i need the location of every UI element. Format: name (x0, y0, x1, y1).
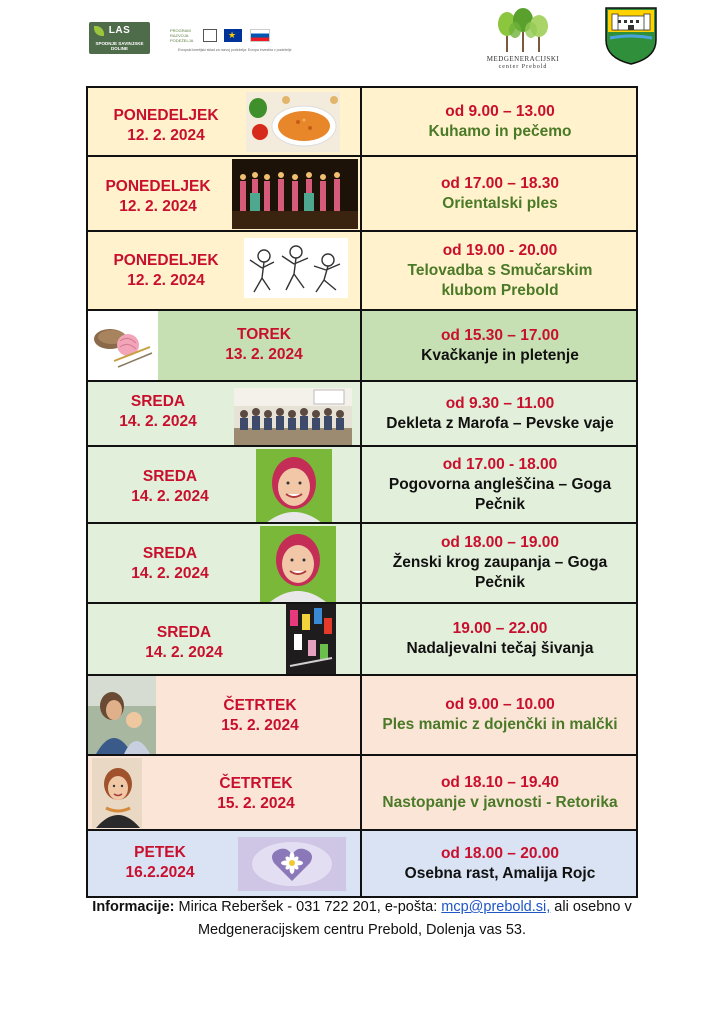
day-cell (88, 604, 362, 674)
activity-cell (364, 756, 636, 829)
slovenia-flag-icon (250, 29, 270, 42)
time-label: od 9.30 – 11.00 (445, 394, 555, 412)
date-label: 13. 2. 2024 (225, 346, 303, 363)
mother-baby-photo (88, 676, 156, 754)
portrait-photo (256, 449, 332, 522)
day-cell (88, 88, 362, 155)
activity-label-line2: klubom Prebold (441, 281, 559, 299)
heart-flower-photo (238, 837, 346, 891)
date-label: 12. 2. 2024 (119, 198, 197, 215)
activity-label: Nadaljevalni tečaj šivanja (406, 640, 594, 657)
day-label: TOREK (237, 326, 291, 343)
time-label: 19.00 – 22.00 (452, 620, 548, 637)
time-label: od 18.00 – 20.00 (440, 844, 560, 862)
activity-label: Orientalski ples (442, 194, 558, 212)
table-row (88, 88, 636, 157)
day-cell (88, 676, 362, 754)
info-label: Informacije: (92, 899, 175, 915)
yarn-photo (88, 311, 158, 380)
activity-cell (364, 524, 636, 602)
day-cell (88, 311, 362, 380)
table-row (88, 382, 636, 447)
activity-label-line1: Ženski krog zaupanja – Goga (392, 554, 608, 571)
date-label: 15. 2. 2024 (221, 717, 299, 734)
day-label: PONEDELJEK (105, 178, 211, 195)
email-link[interactable]: mcp@prebold.si, (441, 899, 551, 915)
activity-cell (364, 831, 636, 896)
table-row (88, 676, 636, 756)
table-row (88, 524, 636, 604)
contact-line-1 (0, 896, 724, 919)
activity-label-line1: Pogovorna angleščina – Goga (388, 475, 612, 493)
eu-flag-icon (224, 29, 242, 42)
program-emblem-icon (203, 29, 217, 42)
dancers-photo (232, 159, 358, 229)
las-logo-subtitle: SPODNJE SAVINJSKE DOLINE (95, 41, 144, 51)
activity-label-line2: Pečnik (475, 495, 525, 513)
time-label: od 17.00 - 18.00 (442, 455, 558, 473)
day-cell (88, 157, 362, 230)
program-logos (170, 28, 292, 56)
table-row (88, 604, 636, 676)
exercise-sketch (244, 238, 348, 298)
time-label: od 9.00 – 10.00 (445, 696, 555, 713)
schedule-table (86, 86, 638, 898)
date-label: 12. 2. 2024 (127, 272, 205, 289)
activity-cell (364, 311, 636, 380)
day-cell (88, 382, 362, 445)
speaker-portrait-photo (92, 758, 142, 828)
day-label: PONEDELJEK (113, 107, 219, 124)
choir-photo (234, 388, 352, 445)
day-label: SREDA (142, 468, 198, 485)
activity-label-line1: Telovadba s Smučarskim (407, 261, 593, 279)
table-row (88, 157, 636, 232)
date-label: 14. 2. 2024 (131, 565, 209, 582)
table-row (88, 756, 636, 831)
activity-cell (364, 157, 636, 230)
mcp-logo (484, 8, 562, 73)
day-label: PONEDELJEK (113, 252, 219, 269)
contact-info (0, 896, 724, 942)
activity-label: Ples mamic z dojenčki in malčki (382, 716, 618, 733)
day-cell (88, 831, 362, 896)
activity-cell (364, 232, 636, 309)
time-label: od 18.00 – 19.00 (440, 534, 560, 551)
trees-icon (484, 8, 562, 54)
day-cell (88, 756, 362, 829)
contact-address: Medgeneracijskem centru Prebold, Dolenja vas 53. (197, 922, 527, 938)
table-row (88, 447, 636, 524)
time-label: od 18.10 – 19.40 (440, 773, 560, 791)
activity-label-line2: Pečnik (475, 574, 525, 591)
activity-cell (364, 604, 636, 674)
time-label: od 17.00 – 18.30 (440, 174, 560, 192)
sewing-threads-photo (286, 604, 336, 674)
day-label: SREDA (142, 545, 198, 562)
table-row (88, 831, 636, 896)
time-label: od 19.00 - 20.00 (442, 241, 558, 259)
date-label: 14. 2. 2024 (119, 413, 197, 430)
table-row (88, 232, 636, 311)
activity-label: Nastopanje v javnosti - Retorika (382, 793, 618, 811)
day-cell (88, 524, 362, 602)
day-cell (88, 232, 362, 309)
activity-label: Kuhamo in pečemo (428, 122, 572, 140)
activity-label: Dekleta z Marofa – Pevske vaje (386, 414, 614, 432)
time-label: od 15.30 – 17.00 (440, 326, 560, 344)
activity-cell (364, 447, 636, 522)
day-cell (88, 447, 362, 522)
day-label: ČETRTEK (223, 697, 297, 714)
date-label: 12. 2. 2024 (127, 127, 205, 144)
program-logo-footnote: Evropski kmetijski sklad za razvoj podeželja: Evropa investira v podeželje (178, 48, 292, 52)
activity-cell (364, 676, 636, 754)
date-label: 14. 2. 2024 (145, 644, 223, 661)
day-label: SREDA (156, 624, 212, 641)
activity-label: Kvačkanje in pletenje (421, 346, 579, 364)
contact-text-end: ali osebno v (550, 899, 632, 915)
soup-bowl-photo (246, 92, 340, 152)
day-label: PETEK (134, 844, 186, 861)
table-row (88, 311, 636, 382)
mcp-logo-subtitle: center Prebold (498, 64, 548, 70)
day-label: ČETRTEK (219, 775, 293, 792)
program-logo-text: PROGRAM RAZVOJA PODEŽELJA (170, 28, 194, 43)
las-logo-title: LAS (108, 25, 131, 36)
time-label: od 9.00 – 13.00 (445, 102, 555, 120)
portrait-photo (260, 526, 336, 602)
activity-cell (364, 88, 636, 155)
contact-text: Mirica Reberšek - 031 722 201, e-pošta: (174, 899, 442, 915)
activity-cell (364, 382, 636, 445)
mcp-logo-title: MEDGENERACIJSKI (486, 55, 560, 63)
las-logo (89, 22, 150, 54)
activity-label: Osebna rast, Amalija Rojc (404, 864, 596, 882)
day-label: SREDA (130, 393, 186, 410)
header (0, 0, 724, 80)
municipal-crest-icon (604, 6, 658, 66)
date-label: 14. 2. 2024 (131, 488, 209, 505)
date-label: 16.2.2024 (125, 864, 195, 881)
date-label: 15. 2. 2024 (217, 795, 295, 812)
